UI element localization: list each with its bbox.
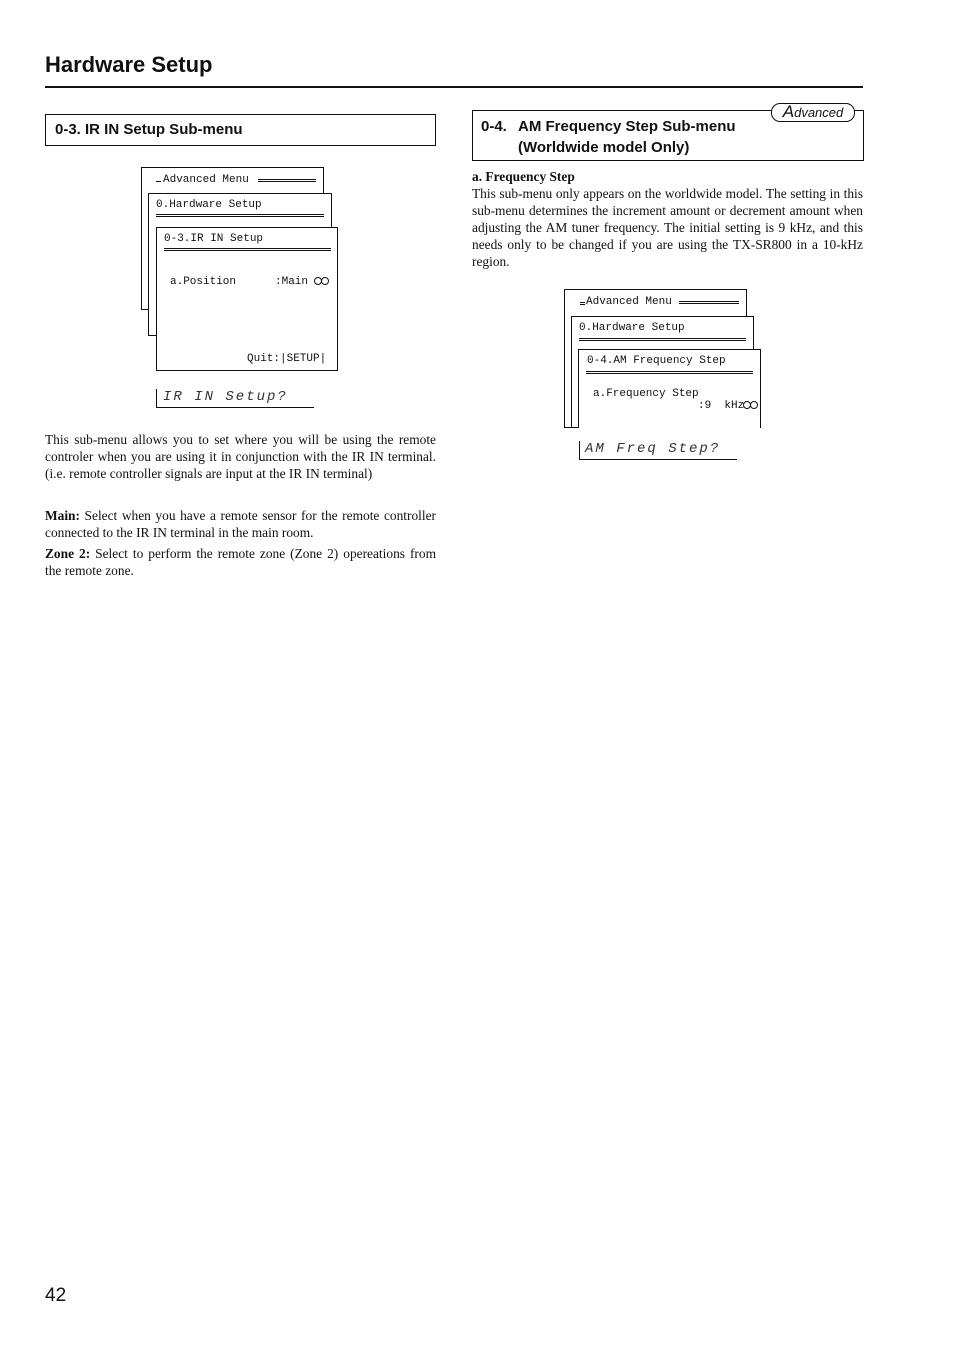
- front-display-ir-in: IR IN Setup?: [163, 389, 288, 405]
- page-title: Hardware Setup: [45, 52, 213, 77]
- display-bracket: [579, 441, 580, 459]
- menu-item-label: a.Frequency Step: [593, 388, 699, 400]
- section-heading-line2: (Worldwide model Only): [518, 139, 690, 156]
- ir-in-option-main: [45, 507, 436, 541]
- osd-menu-am-step: [563, 288, 773, 433]
- menu-tick: [580, 302, 585, 305]
- option-label: Main:: [45, 508, 80, 523]
- menu-panel-advanced-title: Advanced Menu: [163, 174, 249, 186]
- title-rule: [45, 86, 863, 88]
- osd-menu-ir-in: [140, 166, 340, 376]
- ir-in-option-zone2: [45, 545, 436, 579]
- adjust-right-icon: [750, 401, 758, 409]
- menu-underline: [579, 338, 746, 341]
- display-bracket: [156, 389, 157, 407]
- menu-underline: [156, 214, 324, 217]
- menu-item-value: [698, 400, 758, 412]
- menu-panel-hardware-title: 0.Hardware Setup: [156, 199, 262, 211]
- adjust-right-icon: [321, 277, 329, 285]
- menu-item-value-text: :9 kHz: [698, 400, 745, 412]
- menu-item-value-text: :Main: [275, 276, 309, 288]
- advanced-badge: [771, 103, 855, 122]
- menu-panel-ir-in-title: 0-3.IR IN Setup: [164, 233, 264, 245]
- display-underline: [156, 407, 314, 408]
- section-heading-ir-in: 0-3. IR IN Setup Sub-menu: [45, 114, 436, 146]
- menu-panel-advanced-title: Advanced Menu: [586, 296, 672, 308]
- menu-panel-hardware-title: 0.Hardware Setup: [579, 322, 685, 334]
- option-text: Select when you have a remote sensor for the remote controller connected to the IR IN terminal in the main room.: [45, 508, 436, 540]
- ir-in-intro-paragraph: This sub-menu allows you to set where you will be using the remote controler when you are using it in conjunction with the IR IN terminal. (i.e. remote controller signals are input at the IR IN terminal): [45, 432, 436, 481]
- section-heading-number: 0-4.: [481, 118, 507, 135]
- menu-tick: [156, 181, 161, 182]
- menu-underline: [164, 248, 331, 251]
- menu-underline: [586, 371, 753, 374]
- am-step-body: This sub-menu only appears on the worldwide model. The setting in this sub-menu determines the increment amount or decrement amount when adjusting the AM tuner frequency. The initial setting is 9 kHz, and this needs only to be changed if you are using the TX-SR800 in a 10-kHz region.: [472, 186, 863, 269]
- menu-panel-ir-in: [156, 227, 338, 371]
- menu-underline: [679, 301, 739, 304]
- menu-underline: [258, 179, 316, 182]
- menu-item-label: a.Position: [170, 276, 237, 288]
- menu-panel-am-step: [578, 349, 761, 428]
- menu-quit-hint: Quit:|SETUP|: [247, 353, 327, 365]
- am-step-subheading: a. Frequency Step: [472, 169, 575, 184]
- section-heading-text: AM Frequency Step Sub-menu: [518, 118, 736, 135]
- option-label: Zone 2:: [45, 546, 91, 561]
- advanced-badge-cap: A: [782, 102, 795, 121]
- advanced-badge-text: dvanced: [794, 105, 844, 120]
- front-display-am-step: AM Freq Step?: [585, 441, 721, 457]
- page-number: 42: [45, 1285, 67, 1306]
- option-text: Select to perform the remote zone (Zone 2) opereations from the remote zone.: [45, 546, 436, 578]
- menu-item-value: [275, 276, 329, 288]
- menu-panel-am-step-title: 0-4.AM Frequency Step: [587, 355, 726, 367]
- display-underline: [579, 459, 737, 460]
